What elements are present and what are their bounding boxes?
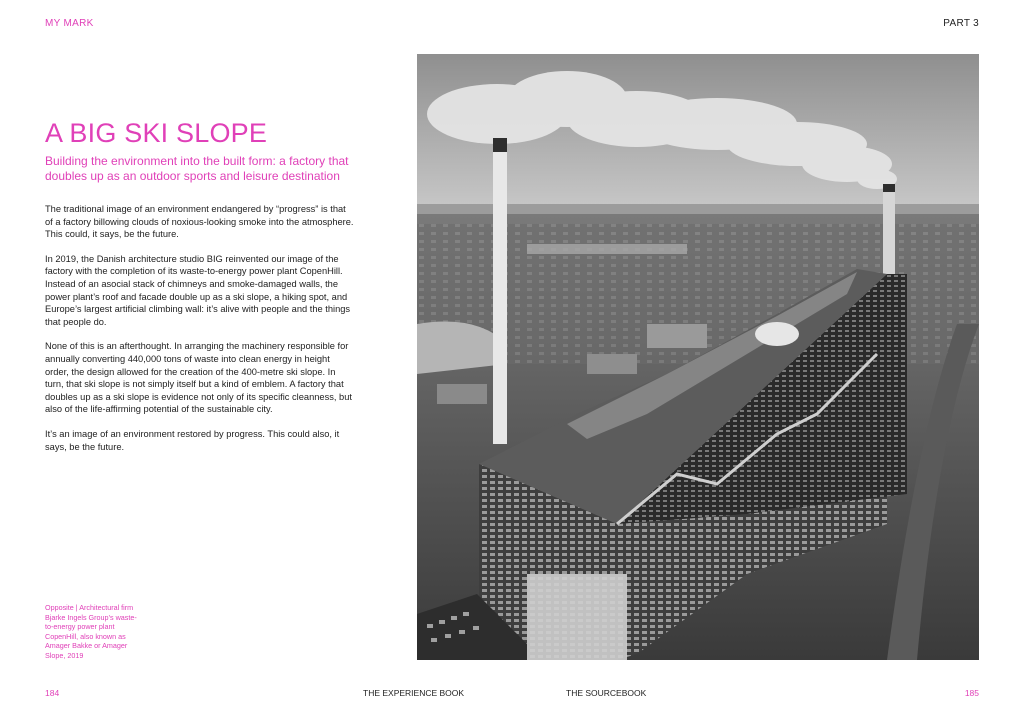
book-title-left: THE EXPERIENCE BOOK bbox=[363, 688, 465, 698]
running-head-right: PART 3 bbox=[943, 18, 979, 29]
body-paragraph: It’s an image of an environment restored by progress. This could also, it says, be the future. bbox=[45, 428, 340, 452]
body-paragraph: The traditional image of an environment endangered by “progress” is that of a factory billowing clouds of noxious-looking smoke into the atmosphere. This could, it says, be the future. bbox=[45, 204, 354, 240]
running-head-left: MY MARK bbox=[45, 18, 94, 29]
copenhill-photo bbox=[417, 54, 979, 660]
page-number-right: 185 bbox=[964, 688, 979, 698]
article-title: A BIG SKI SLOPE bbox=[45, 118, 268, 148]
article-subtitle: Building the environment into the built form: a factory that doubles up as an outdoor sports and leisure destination bbox=[45, 154, 349, 183]
body-paragraph: In 2019, the Danish architecture studio BIG reinvented our image of the factory with the completion of its waste-to-energy power plant CopenHill. Instead of an asocial stack of chimneys and smoke-damaged walls, the power plant’s roof and facade double up as a ski slope, a hiking spot, and Europe’s largest artificial climbing wall: it’s alive with people and the things that people do. bbox=[45, 253, 351, 327]
photo-caption: Opposite | Architectural firm Bjarke Ingels Group’s waste-to-energy power plant CopenHill, also known as Amager Bakke or Amager Slope, 2019 bbox=[45, 603, 137, 660]
body-paragraph: None of this is an afterthought. In arranging the machinery responsible for annually converting 440,000 tons of waste into clean energy in height order, the design allowed for the creation of the 400-metre ski slope. In turn, that ski slope is not simply itself but a kind of emblem. A factory that doubles up as a ski slope is evidence not only of its specific cleanness, but also of the life-affirming potential of the sustainable city. bbox=[45, 341, 352, 415]
article-body bbox=[45, 203, 355, 465]
page-number-left: 184 bbox=[45, 688, 60, 698]
book-title-right: THE SOURCEBOOK bbox=[566, 688, 647, 698]
